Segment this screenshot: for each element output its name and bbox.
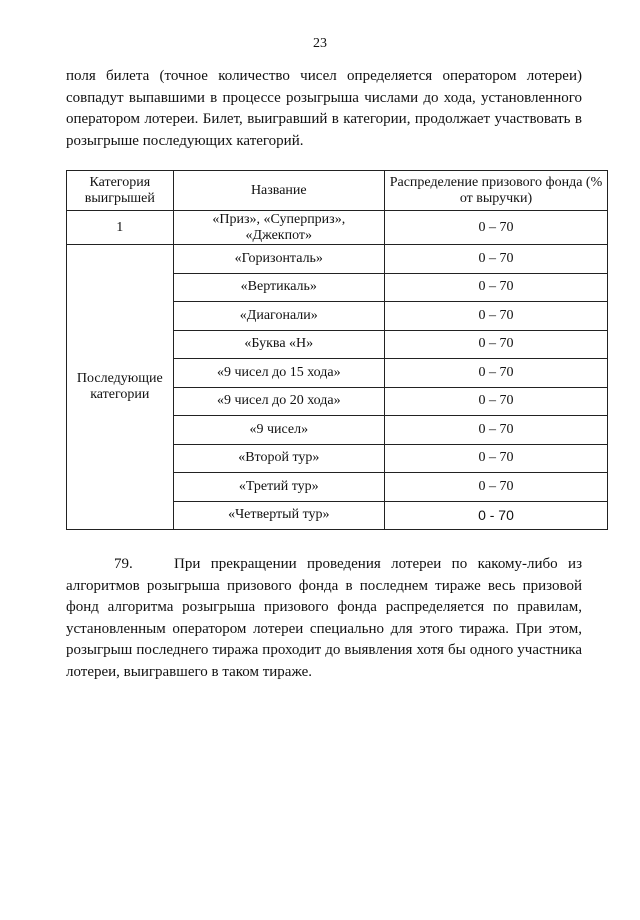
paragraph-bottom-text: При прекращении проведения лотереи по какому-либо из алгоритмов розыгрыша призового фонда в последнем тираже весь призовой фонд алгоритма розыгрыша призового фонда распределяется по правилам, установленным оператором лотереи специально для этого тиража. При этом, розыгрыш последнего тиража проходит до выявления хотя бы одного участника лотереи, выигравшего в таком тираже.	[66, 556, 582, 680]
value-cell: 0 – 70	[384, 444, 607, 473]
name-cell: «Второй тур»	[173, 444, 384, 473]
value-cell: 0 – 70	[384, 245, 607, 274]
value-cell: 0 – 70	[384, 211, 607, 245]
category-cell: 1	[67, 211, 174, 245]
value-cell: 0 – 70	[384, 330, 607, 359]
value-cell: 0 – 70	[384, 387, 607, 416]
table-row	[67, 211, 608, 245]
value-cell: 0 – 70	[384, 302, 607, 331]
page-number: 23	[313, 36, 327, 51]
paragraph-top: поля билета (точное количество чисел определяется оператором лотереи) совпадут выпавшими в процессе розыгрыша числами до хода, установленного оператором лотереи. Билет, выигравший в категории, продолжает участвовать в розыгрыше последующих категорий.	[66, 68, 582, 149]
paragraph-number: 79.	[114, 556, 133, 572]
prize-distribution-table	[66, 170, 608, 530]
value-cell: 0 – 70	[384, 359, 607, 388]
name-cell: «Четвертый тур»	[173, 501, 384, 530]
value-cell: 0 – 70	[384, 473, 607, 502]
paragraph-bottom	[66, 554, 582, 683]
name-cell: «Горизонталь»	[173, 245, 384, 274]
header-category: Категория выигрышей	[67, 171, 174, 211]
name-cell: «Буква «Н»	[173, 330, 384, 359]
value-cell: 0 – 70	[384, 416, 607, 445]
name-cell: «Вертикаль»	[173, 273, 384, 302]
value-cell: 0 - 70	[384, 501, 607, 530]
name-cell: «Третий тур»	[173, 473, 384, 502]
name-cell: «9 чисел»	[173, 416, 384, 445]
name-cell: «9 чисел до 20 хода»	[173, 387, 384, 416]
name-cell: «9 чисел до 15 хода»	[173, 359, 384, 388]
table-header-row	[67, 171, 608, 211]
header-distribution: Распределение призового фонда (% от выручки)	[384, 171, 607, 211]
name-cell: «Диагонали»	[173, 302, 384, 331]
value-cell: 0 – 70	[384, 273, 607, 302]
header-name: Название	[173, 171, 384, 211]
subsequent-category-cell: Последующие категории	[67, 245, 174, 530]
name-cell: «Приз», «Суперприз», «Джекпот»	[173, 211, 384, 245]
table-row	[67, 245, 608, 274]
